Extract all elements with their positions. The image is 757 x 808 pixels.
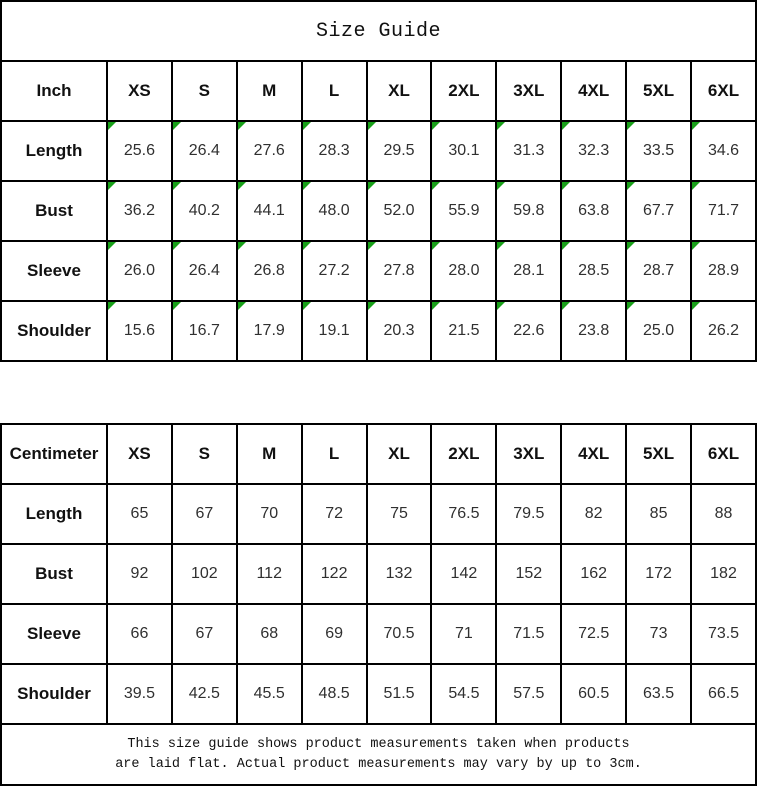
size-header-cell: XL bbox=[367, 61, 432, 121]
measurement-cell bbox=[496, 664, 561, 724]
measurement-cell bbox=[302, 241, 367, 301]
measurement-cell bbox=[626, 241, 691, 301]
measurement-cell bbox=[626, 301, 691, 361]
measurement-cell bbox=[626, 604, 691, 664]
size-header-cell: 2XL bbox=[431, 61, 496, 121]
cell-flag-icon bbox=[368, 242, 376, 250]
measurement-cell bbox=[172, 301, 237, 361]
measurement-value: 73.5 bbox=[707, 625, 740, 642]
measurement-value: 29.5 bbox=[383, 142, 415, 159]
measurement-value: 19.1 bbox=[318, 322, 350, 339]
measurement-cell bbox=[237, 241, 302, 301]
measurement-value: 26.8 bbox=[253, 262, 285, 279]
measurement-cell bbox=[107, 544, 172, 604]
size-header-cell: XS bbox=[107, 61, 172, 121]
size-tables-container bbox=[0, 60, 757, 725]
measurement-cell bbox=[302, 301, 367, 361]
measurement-value: 51.5 bbox=[383, 685, 415, 702]
measurement-cell bbox=[172, 181, 237, 241]
measurement-cell bbox=[691, 604, 756, 664]
measurement-value: 16.7 bbox=[188, 322, 220, 339]
cell-flag-icon bbox=[368, 182, 376, 190]
measurement-cell bbox=[496, 121, 561, 181]
measurement-cell bbox=[237, 484, 302, 544]
measurement-cell bbox=[626, 544, 691, 604]
measurement-value: 34.6 bbox=[707, 142, 740, 159]
measurement-cell bbox=[237, 664, 302, 724]
cell-flag-icon bbox=[238, 242, 246, 250]
measurement-value: 66 bbox=[130, 625, 149, 642]
measurement-cell bbox=[302, 604, 367, 664]
size-header-cell: 5XL bbox=[626, 424, 691, 484]
cell-flag-icon bbox=[368, 302, 376, 310]
table-row bbox=[1, 241, 756, 301]
cell-flag-icon bbox=[497, 182, 505, 190]
measurement-cell bbox=[561, 484, 626, 544]
measurement-label: Length bbox=[1, 121, 107, 181]
unit-label: Inch bbox=[1, 61, 107, 121]
measurement-value: 59.8 bbox=[513, 202, 545, 219]
cell-flag-icon bbox=[562, 242, 570, 250]
cell-flag-icon bbox=[627, 122, 635, 130]
size-header-row bbox=[1, 424, 756, 484]
measurement-cell bbox=[107, 484, 172, 544]
measurement-cell bbox=[691, 241, 756, 301]
measurement-value: 72 bbox=[325, 505, 344, 522]
measurement-cell bbox=[496, 181, 561, 241]
measurement-cell bbox=[626, 484, 691, 544]
measurement-cell bbox=[107, 181, 172, 241]
measurement-value: 26.4 bbox=[188, 142, 220, 159]
cell-flag-icon bbox=[303, 302, 311, 310]
table-row bbox=[1, 301, 756, 361]
cell-flag-icon bbox=[497, 242, 505, 250]
measurement-value: 112 bbox=[256, 565, 282, 582]
measurement-value: 36.2 bbox=[123, 202, 156, 219]
measurement-value: 70.5 bbox=[383, 625, 415, 642]
measurement-value: 70 bbox=[260, 505, 279, 522]
measurement-value: 27.8 bbox=[383, 262, 415, 279]
measurement-value: 26.2 bbox=[707, 322, 740, 339]
measurement-cell bbox=[431, 664, 496, 724]
cell-flag-icon bbox=[562, 182, 570, 190]
measurement-value: 40.2 bbox=[188, 202, 220, 219]
cell-flag-icon bbox=[303, 242, 311, 250]
size-table-inch bbox=[0, 60, 757, 362]
measurement-value: 82 bbox=[584, 505, 603, 522]
measurement-cell bbox=[496, 241, 561, 301]
measurement-cell bbox=[302, 544, 367, 604]
measurement-cell bbox=[367, 241, 432, 301]
measurement-value: 85 bbox=[649, 505, 668, 522]
table-gap bbox=[0, 362, 757, 425]
measurement-cell bbox=[172, 664, 237, 724]
measurement-value: 162 bbox=[580, 565, 608, 582]
measurement-value: 55.9 bbox=[448, 202, 480, 219]
cell-flag-icon bbox=[173, 182, 181, 190]
measurement-cell bbox=[367, 484, 432, 544]
measurement-cell bbox=[561, 544, 626, 604]
size-header-cell: XS bbox=[107, 424, 172, 484]
cell-flag-icon bbox=[173, 302, 181, 310]
measurement-value: 88 bbox=[714, 505, 733, 522]
measurement-cell bbox=[431, 181, 496, 241]
size-header-cell: S bbox=[172, 61, 237, 121]
cell-flag-icon bbox=[238, 182, 246, 190]
measurement-value: 67 bbox=[195, 625, 214, 642]
measurement-cell bbox=[561, 181, 626, 241]
measurement-cell bbox=[237, 301, 302, 361]
measurement-cell bbox=[691, 484, 756, 544]
measurement-value: 92 bbox=[130, 565, 149, 582]
measurement-cell bbox=[626, 121, 691, 181]
measurement-cell bbox=[367, 121, 432, 181]
measurement-cell bbox=[691, 664, 756, 724]
measurement-value: 27.2 bbox=[318, 262, 350, 279]
size-header-cell: 4XL bbox=[561, 424, 626, 484]
measurement-value: 52.0 bbox=[383, 202, 415, 219]
measurement-label: Bust bbox=[1, 181, 107, 241]
measurement-cell bbox=[107, 241, 172, 301]
measurement-value: 15.6 bbox=[123, 322, 156, 339]
measurement-value: 69 bbox=[325, 625, 344, 642]
measurement-value: 45.5 bbox=[253, 685, 285, 702]
measurement-cell bbox=[107, 664, 172, 724]
measurement-value: 122 bbox=[320, 565, 348, 582]
measurement-cell bbox=[172, 544, 237, 604]
measurement-value: 48.5 bbox=[318, 685, 350, 702]
measurement-cell bbox=[561, 121, 626, 181]
size-header-cell: S bbox=[172, 424, 237, 484]
measurement-label: Sleeve bbox=[1, 241, 107, 301]
measurement-value: 31.3 bbox=[513, 142, 545, 159]
measurement-value: 28.1 bbox=[513, 262, 545, 279]
size-table-centimeter bbox=[0, 423, 757, 725]
measurement-value: 27.6 bbox=[253, 142, 285, 159]
measurement-value: 28.5 bbox=[578, 262, 610, 279]
measurement-value: 67.7 bbox=[643, 202, 675, 219]
measurement-value: 28.3 bbox=[318, 142, 350, 159]
cell-flag-icon bbox=[627, 182, 635, 190]
measurement-cell bbox=[367, 544, 432, 604]
title-box bbox=[0, 0, 757, 62]
measurement-value: 20.3 bbox=[383, 322, 415, 339]
measurement-cell bbox=[496, 301, 561, 361]
measurement-value: 28.7 bbox=[643, 262, 675, 279]
size-header-cell: 5XL bbox=[626, 61, 691, 121]
measurement-cell bbox=[626, 664, 691, 724]
cell-flag-icon bbox=[108, 122, 116, 130]
measurement-cell bbox=[367, 664, 432, 724]
size-header-cell: M bbox=[237, 61, 302, 121]
cell-flag-icon bbox=[627, 302, 635, 310]
measurement-value: 172 bbox=[645, 565, 672, 582]
cell-flag-icon bbox=[692, 122, 700, 130]
cell-flag-icon bbox=[562, 122, 570, 130]
measurement-cell bbox=[367, 301, 432, 361]
table-row bbox=[1, 664, 756, 724]
cell-flag-icon bbox=[497, 302, 505, 310]
cell-flag-icon bbox=[432, 242, 440, 250]
measurement-cell bbox=[302, 664, 367, 724]
table-row bbox=[1, 121, 756, 181]
size-header-cell: 6XL bbox=[691, 424, 756, 484]
size-header-cell: M bbox=[237, 424, 302, 484]
page-title: Size Guide bbox=[315, 19, 442, 43]
measurement-value: 79.5 bbox=[513, 505, 545, 522]
cell-flag-icon bbox=[432, 302, 440, 310]
measurement-cell bbox=[431, 484, 496, 544]
measurement-value: 68 bbox=[260, 625, 279, 642]
measurement-value: 63.5 bbox=[643, 685, 675, 702]
measurement-value: 152 bbox=[515, 565, 543, 582]
table-row bbox=[1, 484, 756, 544]
measurement-value: 65 bbox=[130, 505, 149, 522]
measurement-value: 21.5 bbox=[448, 322, 480, 339]
measurement-value: 132 bbox=[385, 565, 413, 582]
measurement-value: 182 bbox=[710, 565, 737, 582]
measurement-value: 71.5 bbox=[513, 625, 545, 642]
measurement-cell bbox=[431, 241, 496, 301]
measurement-cell bbox=[107, 121, 172, 181]
cell-flag-icon bbox=[692, 182, 700, 190]
cell-flag-icon bbox=[627, 242, 635, 250]
cell-flag-icon bbox=[173, 122, 181, 130]
measurement-value: 28.9 bbox=[707, 262, 740, 279]
measurement-cell bbox=[431, 604, 496, 664]
measurement-cell bbox=[172, 121, 237, 181]
measurement-value: 75 bbox=[390, 505, 408, 522]
measurement-cell bbox=[561, 241, 626, 301]
cell-flag-icon bbox=[368, 122, 376, 130]
unit-label: Centimeter bbox=[1, 424, 107, 484]
measurement-cell bbox=[496, 604, 561, 664]
measurement-label: Sleeve bbox=[1, 604, 107, 664]
measurement-cell bbox=[561, 301, 626, 361]
size-header-cell: 2XL bbox=[431, 424, 496, 484]
measurement-value: 57.5 bbox=[513, 685, 545, 702]
measurement-value: 25.6 bbox=[123, 142, 156, 159]
cell-flag-icon bbox=[108, 242, 116, 250]
measurement-label: Bust bbox=[1, 544, 107, 604]
size-header-cell: 4XL bbox=[561, 61, 626, 121]
cell-flag-icon bbox=[173, 242, 181, 250]
measurement-label: Shoulder bbox=[1, 664, 107, 724]
measurement-value: 42.5 bbox=[188, 685, 220, 702]
measurement-cell bbox=[302, 484, 367, 544]
measurement-cell bbox=[107, 301, 172, 361]
cell-flag-icon bbox=[562, 302, 570, 310]
measurement-cell bbox=[431, 301, 496, 361]
footer-note bbox=[0, 723, 757, 786]
measurement-cell bbox=[561, 604, 626, 664]
measurement-label: Shoulder bbox=[1, 301, 107, 361]
measurement-value: 63.8 bbox=[578, 202, 610, 219]
cell-flag-icon bbox=[692, 242, 700, 250]
measurement-value: 67 bbox=[195, 505, 214, 522]
measurement-value: 22.6 bbox=[513, 322, 545, 339]
measurement-value: 54.5 bbox=[448, 685, 480, 702]
cell-flag-icon bbox=[303, 122, 311, 130]
measurement-value: 76.5 bbox=[448, 505, 480, 522]
measurement-cell bbox=[172, 484, 237, 544]
measurement-cell bbox=[496, 544, 561, 604]
measurement-value: 25.0 bbox=[643, 322, 675, 339]
cell-flag-icon bbox=[303, 182, 311, 190]
measurement-cell bbox=[237, 544, 302, 604]
measurement-cell bbox=[172, 241, 237, 301]
measurement-cell bbox=[237, 604, 302, 664]
measurement-value: 32.3 bbox=[578, 142, 610, 159]
measurement-cell bbox=[496, 484, 561, 544]
cell-flag-icon bbox=[432, 182, 440, 190]
cell-flag-icon bbox=[432, 122, 440, 130]
size-header-cell: L bbox=[302, 61, 367, 121]
measurement-value: 71 bbox=[455, 625, 473, 642]
measurement-cell bbox=[302, 121, 367, 181]
measurement-value: 30.1 bbox=[448, 142, 480, 159]
measurement-label: Length bbox=[1, 484, 107, 544]
measurement-value: 66.5 bbox=[707, 685, 740, 702]
cell-flag-icon bbox=[108, 302, 116, 310]
table-row bbox=[1, 181, 756, 241]
table-row bbox=[1, 604, 756, 664]
footer-note-line-2: are laid flat. Actual product measurements may vary by up to 3cm. bbox=[115, 756, 642, 772]
measurement-value: 73 bbox=[649, 625, 668, 642]
measurement-value: 102 bbox=[190, 565, 218, 582]
size-header-cell: 6XL bbox=[691, 61, 756, 121]
measurement-value: 60.5 bbox=[578, 685, 610, 702]
footer-note-line-1: This size guide shows product measurements taken when products bbox=[127, 736, 630, 752]
measurement-value: 17.9 bbox=[253, 322, 285, 339]
table-row bbox=[1, 544, 756, 604]
size-header-cell: L bbox=[302, 424, 367, 484]
measurement-value: 33.5 bbox=[643, 142, 675, 159]
size-header-row bbox=[1, 61, 756, 121]
measurement-value: 23.8 bbox=[578, 322, 610, 339]
cell-flag-icon bbox=[238, 122, 246, 130]
cell-flag-icon bbox=[108, 182, 116, 190]
measurement-cell bbox=[691, 301, 756, 361]
measurement-cell bbox=[626, 181, 691, 241]
size-header-cell: 3XL bbox=[496, 424, 561, 484]
measurement-value: 28.0 bbox=[448, 262, 480, 279]
measurement-cell bbox=[107, 604, 172, 664]
measurement-cell bbox=[431, 544, 496, 604]
cell-flag-icon bbox=[238, 302, 246, 310]
measurement-value: 142 bbox=[450, 565, 478, 582]
cell-flag-icon bbox=[497, 122, 505, 130]
size-header-cell: XL bbox=[367, 424, 432, 484]
measurement-cell bbox=[691, 181, 756, 241]
measurement-value: 71.7 bbox=[707, 202, 740, 219]
measurement-cell bbox=[237, 181, 302, 241]
measurement-value: 48.0 bbox=[318, 202, 350, 219]
measurement-cell bbox=[367, 604, 432, 664]
measurement-value: 72.5 bbox=[578, 625, 610, 642]
measurement-value: 26.0 bbox=[123, 262, 156, 279]
measurement-cell bbox=[237, 121, 302, 181]
measurement-cell bbox=[302, 181, 367, 241]
measurement-cell bbox=[691, 544, 756, 604]
measurement-cell bbox=[172, 604, 237, 664]
cell-flag-icon bbox=[692, 302, 700, 310]
measurement-value: 26.4 bbox=[188, 262, 220, 279]
measurement-cell bbox=[561, 664, 626, 724]
measurement-value: 44.1 bbox=[253, 202, 285, 219]
measurement-cell bbox=[431, 121, 496, 181]
size-header-cell: 3XL bbox=[496, 61, 561, 121]
measurement-value: 39.5 bbox=[123, 685, 156, 702]
measurement-cell bbox=[691, 121, 756, 181]
measurement-cell bbox=[367, 181, 432, 241]
